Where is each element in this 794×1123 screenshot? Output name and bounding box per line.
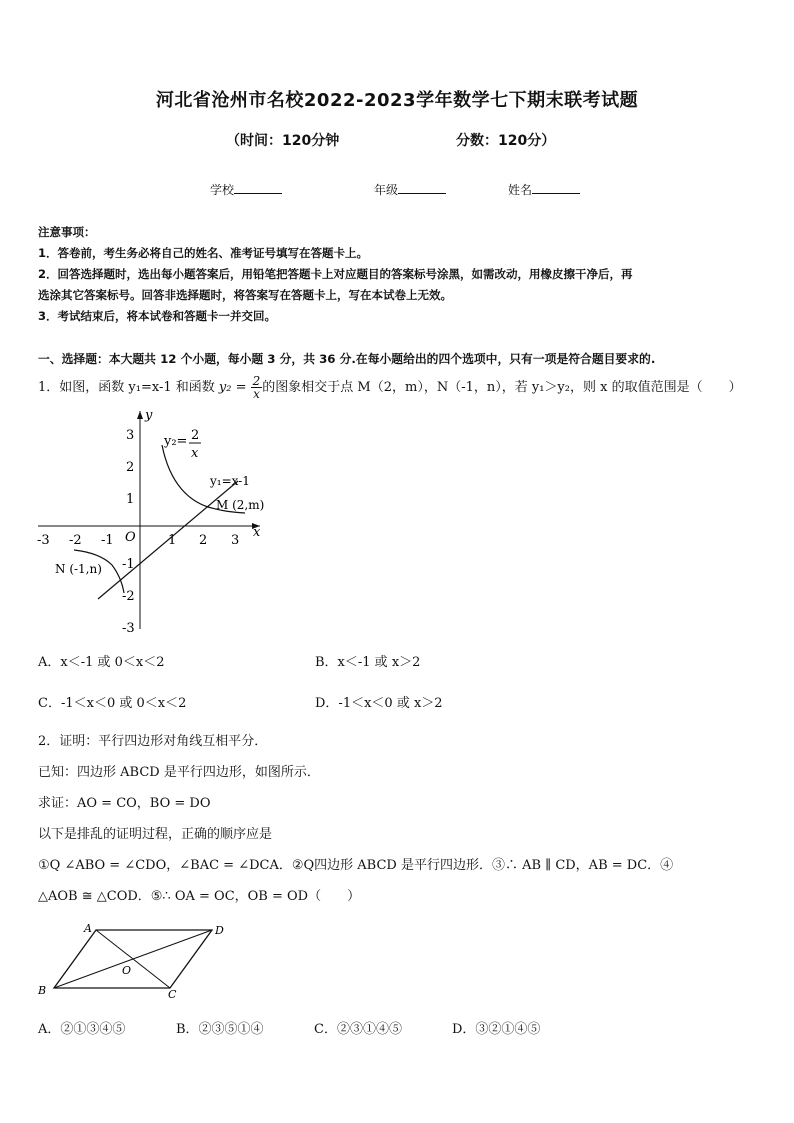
q1-option-c[interactable]: C．-1＜x＜0 或 0＜x＜2: [38, 696, 187, 711]
x-tick-3: 3: [231, 533, 240, 548]
hyperbola-label: y₂=: [164, 434, 188, 449]
origin-label: O: [125, 530, 136, 545]
point-n-label: N (-1,n): [55, 562, 102, 576]
y-tick-3: 3: [126, 428, 135, 443]
x-axis-label: x: [253, 525, 261, 540]
section-heading: 一、选择题：本大题共 12 个小题，每小题 3 分，共 36 分.在每小题给出的四个选项中，只有一项是符合题目要求的.: [38, 352, 656, 366]
q1-fraction: [251, 375, 263, 400]
x-tick-1: 1: [168, 533, 177, 548]
school-blank[interactable]: [234, 181, 282, 194]
q1-stem-b: 的图象相交于点 M（2，m），N（-1，n），若 y₁＞y₂，则 x 的取值范围是（ ）: [262, 380, 742, 395]
q1-graph: [30, 405, 270, 637]
y-axis-label: y: [145, 408, 153, 423]
q2-line-1: 2．证明：平行四边形对角线互相平分．: [38, 734, 268, 749]
y-tick-neg3: -3: [122, 621, 135, 636]
x-tick-neg2: -2: [69, 533, 82, 548]
center-o-label: O: [122, 964, 132, 977]
q2-parallelogram-figure: [30, 920, 240, 1002]
y-axis-arrow: [137, 411, 143, 419]
name-field: [508, 181, 580, 198]
grade-field: [374, 181, 446, 198]
x-tick-2: 2: [199, 533, 208, 548]
x-tick-neg3: -3: [37, 533, 50, 548]
y-tick-2: 2: [126, 460, 135, 475]
diagonal-bd: [54, 930, 212, 988]
notes-item-2: 2．回答选择题时，选出每小题答案后，用铅笔把答题卡上对应题目的答案标号涂黑，如需改动，用橡皮擦干净后，再: [38, 267, 633, 281]
vertex-c-label: C: [168, 988, 177, 1001]
notes-heading: 注意事项：: [38, 225, 96, 239]
q2-line-2: 已知：四边形 ABCD 是平行四边形，如图所示．: [38, 765, 320, 780]
q2-line-6: △AOB ≅ △COD．⑤∴ OA = OC，OB = OD（ ）: [38, 889, 361, 904]
y-tick-neg1: -1: [122, 557, 135, 572]
q1-option-b[interactable]: B．x＜-1 或 x＞2: [315, 655, 421, 670]
x-tick-neg1: -1: [101, 533, 114, 548]
q1-option-d[interactable]: D．-1＜x＜0 或 x＞2: [315, 696, 443, 711]
q1-stem-a: 1．如图，函数 y₁=x-1 和函数: [38, 380, 215, 395]
notes-item-2-cont: 选涂其它答案标号。回答非选择题时，将答案写在答题卡上，写在本试卷上无效。: [38, 288, 452, 302]
exam-score: 分数：120分）: [456, 133, 556, 149]
y-tick-neg2: -2: [122, 589, 135, 604]
notes-item-3: 3．考试结束后，将本试卷和答题卡一并交回。: [38, 309, 276, 323]
exam-title: 河北省沧州市名校2022-2023学年数学七下期末联考试题: [155, 90, 639, 111]
vertex-a-label: A: [84, 922, 92, 935]
school-label: 学校: [210, 183, 235, 197]
vertex-b-label: B: [38, 984, 47, 997]
name-blank[interactable]: [532, 181, 580, 194]
grade-blank[interactable]: [398, 181, 446, 194]
vertex-d-label: D: [215, 924, 224, 937]
school-field: [210, 181, 282, 198]
q2-option-a[interactable]: A．②①③④⑤: [38, 1022, 126, 1037]
q1-option-a[interactable]: A．x＜-1 或 0＜x＜2: [38, 655, 165, 670]
notes-item-1: 1．答卷前，考生务必将自己的姓名、准考证号填写在答题卡上。: [38, 246, 368, 260]
q2-option-d[interactable]: D．③②①④⑤: [452, 1022, 541, 1037]
q1-frac-den: x: [253, 387, 260, 401]
q1-frac-lhs: y₂ =: [218, 380, 247, 395]
hyperbola-label-num: 2: [191, 428, 200, 443]
q1-stem: [38, 375, 742, 401]
q2-line-5: ①Q ∠ABO = ∠CDO，∠BAC = ∠DCA．②Q四边形 ABCD 是平行四边形．③∴ AB ∥ CD，AB = DC．④: [38, 858, 674, 873]
q2-line-4: 以下是排乱的证明过程，正确的顺序应是: [38, 827, 273, 842]
line-label: y₁=x-1: [210, 474, 250, 488]
exam-time: （时间：120分钟: [226, 133, 340, 149]
q2-option-b[interactable]: B．②③⑤①④: [176, 1022, 264, 1037]
y-tick-1: 1: [126, 492, 135, 507]
hyperbola-label-den: x: [191, 446, 199, 461]
q2-option-c[interactable]: C．②③①④⑤: [314, 1022, 402, 1037]
q1-frac-num: 2: [252, 374, 261, 388]
name-label: 姓名: [508, 183, 533, 197]
grade-label: 年级: [374, 183, 399, 197]
q2-line-3: 求证：AO = CO，BO = DO: [38, 796, 211, 811]
point-m-label: M (2,m): [216, 498, 265, 512]
